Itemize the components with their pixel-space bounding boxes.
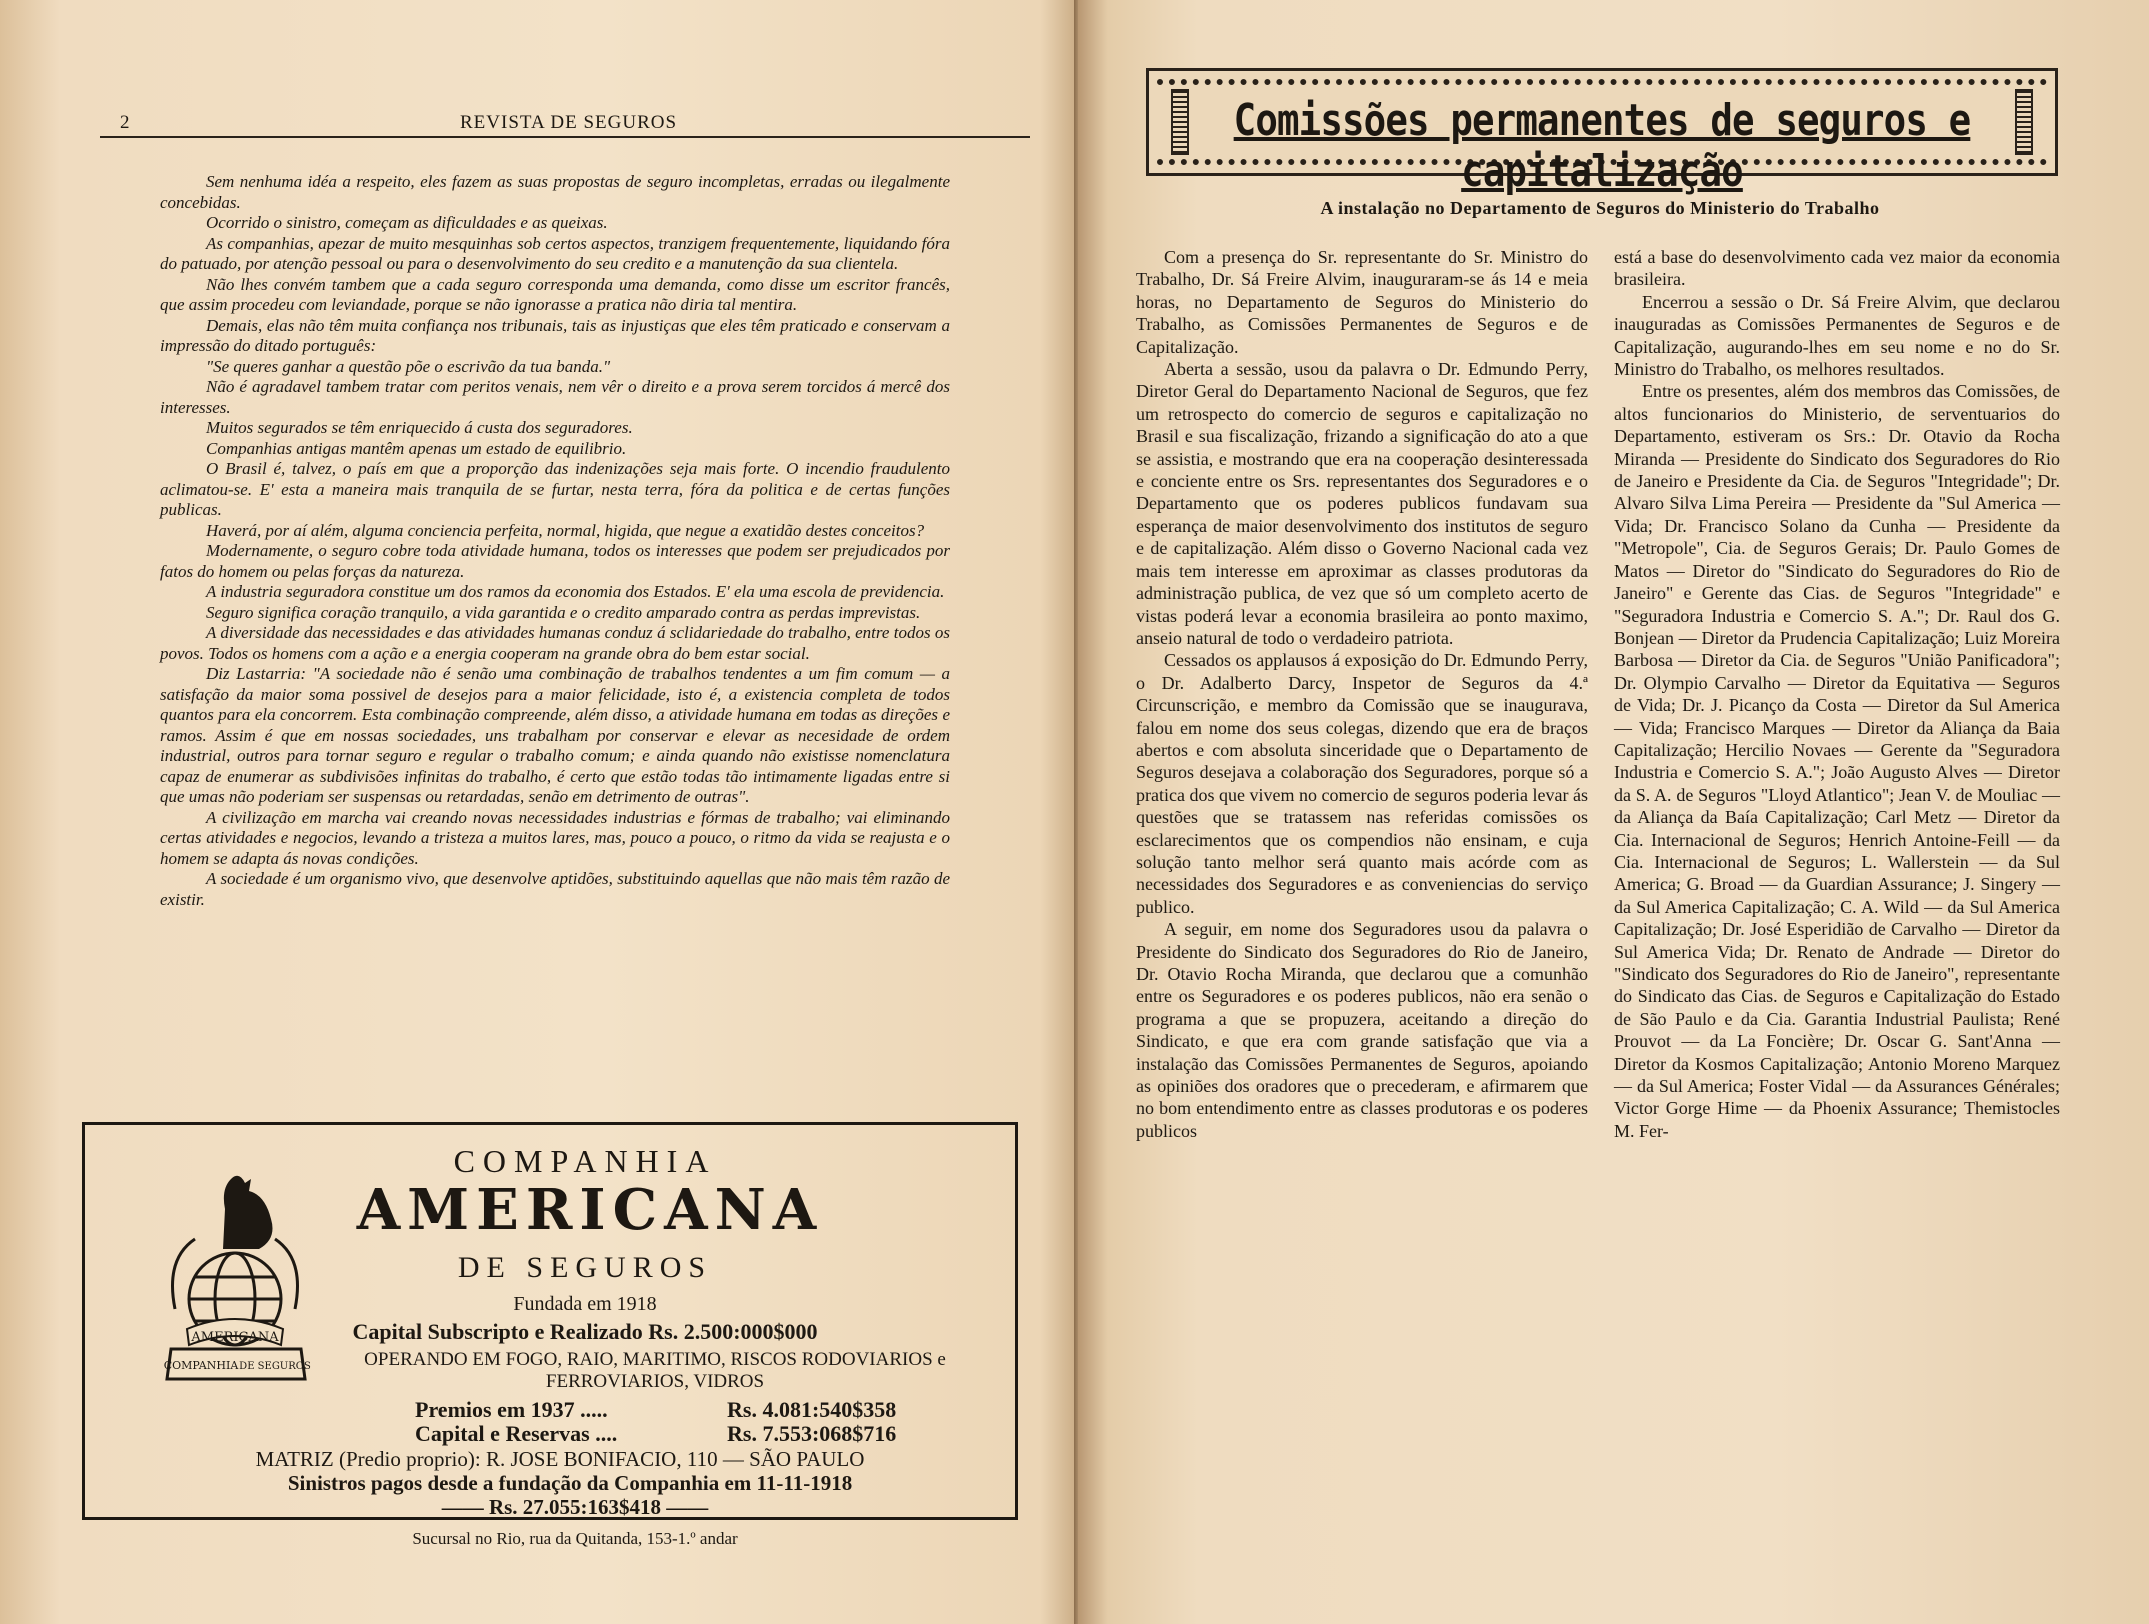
insurance-advertisement (82, 1122, 1018, 1548)
paragraph: está a base do desenvolvimento cada vez maior da economia brasileira. (1614, 247, 2060, 290)
journal-name: REVISTA DE SEGUROS (460, 112, 678, 133)
paragraph: Haverá, por aí além, alguma conciencia perfeita, normal, higida, que negue a exatidão destes conceitos? (206, 520, 925, 540)
article-banner (1146, 68, 2058, 197)
paragraph: Não é agradavel tambem tratar com peritos venais, nem vêr o direito e a prova serem torcidos á mercê dos interesses. (160, 377, 950, 417)
paragraph: Muitos segurados se têm enriquecido á custa dos seguradores. (206, 418, 633, 437)
ad-company-word: COMPANHIA (453, 1143, 717, 1179)
article-column-1 (1136, 246, 1588, 1142)
ad-headquarters: MATRIZ (Predio proprio): R. JOSE BONIFACIO, 110 — SÃO PAULO (255, 1447, 865, 1471)
ad-premiums-value: Rs. 4.081:540$358 (727, 1397, 897, 1422)
article-column-2 (1614, 246, 2060, 1142)
paragraph: Ocorrido o sinistro, começam as dificuldades e as queixas. (206, 213, 608, 232)
paragraph: Aberta a sessão, usou da palavra o Dr. Edmundo Perry, Diretor Geral do Departamento Nacional de Seguros, que fez um retrospecto do comercio de seguros e capitalização no Brasil e sua fiscalização, frizando a significação do ato a que se assistia, e mostrando que era na cooperação desinteressada e conciente entre os Srs. representantes dos Seguradores e o Departamento que os poderes publicos fundavam sua esperança de maior desenvolvimento dos institutos de seguro e de capitalização. Além disso o Governo Nacional cada vez mais tem interesse em aproximar as classes produtoras da administração publica, de vez que só um completo acerto de vistas poderá levar a economia brasileira ao ponto maximo, anseio natural de todo o verdadeiro patriota. (1136, 359, 1588, 648)
ad-operations: OPERANDO EM FOGO, RAIO, MARITIMO, RISCOS RODOVIARIOS e FERROVIARIOS, VIDROS (364, 1349, 946, 1392)
paragraph: A seguir, em nome dos Seguradores usou da palavra o Presidente do Sindicato dos Seguradores do Rio de Janeiro, Dr. Otavio Rocha Miranda, que declarou que a comunhão entre os Seguradores e os poderes publicos, não era senão o programa a que se propuzera, aceitando a direção do Sindicato, e que era com grande satisfação que via a instalação das Comissões Permanentes de Seguros, apoiando as opiniões dos oradores que o precederam, e afirmarem que no bom entendimento entre as classes produtoras e os poderes publicos (1136, 919, 1588, 1141)
paragraph: Sem nenhuma idéa a respeito, eles fazem as suas propostas de seguro incompletas, erradas ou ilegalmente concebidas. (160, 172, 950, 212)
paragraph: Modernamente, o seguro cobre toda atividade humana, todos os interesses que podem ser prejudicados por fatos do homem ou pelas forças da natureza. (160, 541, 950, 581)
paragraph: Entre os presentes, além dos membros das Comissões, de altos funcionarios do Ministerio, de serventuarios do Departamento, estiveram os Srs.: Dr. Otavio da Rocha Miranda — Presidente do Sindicato dos Seguradores do Rio de Janeiro e Presidente da Cia. de Seguros "Integridade"; Dr. Alvaro Silva Lima Pereira — Presidente da "Sul America — Vida; Dr. Francisco Solano da Cunha — Presidente da "Metropole", Cia. de Seguros Gerais; Dr. Paulo Gomes de Matos — Diretor do "Sindicato do Seguradores do Rio de Janeiro" e Gerente das Cias. de Seguros "Integridade" e "Seguradora Industria e Comercio S. A."; Dr. Raul dos G. Bonjean — Diretor da Prudencia Capitalização; Luiz Moreira Barbosa — Diretor da Cia. de Seguros "União Panificadora"; Dr. Olympio Carvalho — Diretor da Equitativa — Seguros de Vida; Dr. J. Picanço da Costa — Diretor da Sul America — Vida; Francisco Marques — Diretor da Aliança da Baia Capitalização; Hercilio Novaes — Gerente da "Seguradora Industria e Comercio S. A."; João Augusto Alves — Diretor da S. A. de Seguros "Lloyd Atlantico"; Jean V. de Mouliac — da Aliança da Baía Capitalização; Carl Metz — Diretor da Cia. Internacional de Seguros; Henrich Antoine-Feill — da Cia. Internacional de Seguros; L. Wallerstein — da Sul America; G. Broad — da Guardian Assurance; J. Singery — da Sul America Capitalização; C. A. Wild — da Sul America Capitalização; Dr. José Esperidião de Carvalho — Diretor da Sul America Vida; Dr. Renato de Andrade — Diretor do "Sindicato dos Seguradores do Rio de Janeiro", representante do Sindicato das Cias. de Seguros e Capitalização do Estado de São Paulo e da Cia. Garantia Industrial Paulista; René Prouvot — da La Foncière; Dr. Oscar G. Sant'Anna — Diretor da Kosmos Capitalização; Antonio Moreno Marquez — da Sul America; Foster Vidal — da Assurances Générales; Victor Gorge Hime — da Phoenix Assurance; Themistocles M. Fer- (1614, 381, 2060, 1141)
paragraph: A diversidade das necessidades e das atividades humanas conduz á sclidariedade do trabalho, entre todos os povos. Todos os homens com a ação e a energia cooperam na grande obra do bem estar social. (160, 623, 950, 663)
banner-ornament-left-icon (1171, 89, 1189, 155)
ad-segments: DE SEGUROS (457, 1251, 713, 1284)
italic-article (160, 172, 950, 910)
paragraph: Seguro significa coração tranquilo, a vida garantida e o credito amparado contra as perdas imprevistas. (206, 602, 921, 622)
ad-premiums-label: Premios em 1937 ..... (415, 1397, 608, 1422)
paragraph: Encerrou a sessão o Dr. Sá Freire Alvim, que declarou inauguradas as Comissões Permanentes de Seguros e de Capitalização, augurando-lhes em seu nome e no do Sr. Ministro do Trabalho, os melhores resultados. (1614, 291, 2060, 380)
paragraph: A sociedade é um organismo vivo, que desenvolve aptidões, substituindo aquellas que não mais têm razão de existir. (160, 869, 950, 909)
svg-text:COMPANHIA: COMPANHIA (163, 1359, 239, 1372)
paragraph: O Brasil é, talvez, o país em que a proporção das indenizações seja mais forte. O incendio fraudulento aclimatou-se. E' esta a maneira mais tranquila de se furtar, nesta terra, fóra da politica e de certas funções publicas. (160, 459, 950, 519)
page-number: 2 (120, 112, 130, 133)
article-title: Comissões permanentes de seguros e capitalização (1233, 95, 1971, 197)
ad-branch: Sucursal no Rio, rua da Quitanda, 153-1.º andar (412, 1529, 738, 1548)
ad-reserves-label: Capital e Reservas .... (415, 1421, 618, 1446)
ad-brand-name: AMERICANA (356, 1177, 824, 1243)
paragraph: Companhias antigas mantêm apenas um estado de equilibrio. (206, 438, 627, 458)
ad-reserves-value: Rs. 7.553:068$716 (727, 1421, 897, 1446)
article-subtitle: A instalação no Departamento de Seguros do Ministerio do Trabalho (1320, 198, 1880, 218)
paragraph: Cessados os applausos á exposição do Dr. Edmundo Perry, o Dr. Adalberto Darcy, Inspetor de Seguros da 4.ª Circunscrição, e membro da Comissão que se inaugurava, falou em nome dos seus colegas, dizendo que era de braços abertos e com absoluta sinceridade que o Departamento de Seguros desejava a colaboração dos Seguradores, porque só a pratica dos que vivem no comercio de seguros poderia levar ás questões que se tratassem nas referidas comissões os esclarecimentos que os compendios não ensinam, e cuja solução tanto melhor será quanto mais acórde com as necessidades dos Seguradores e as conveniencias do serviço publico. (1136, 650, 1588, 917)
ad-claims: Sinistros pagos desde a fundação da Companhia em 11-11-1918 (287, 1471, 853, 1495)
svg-text:AMERICANA: AMERICANA (191, 1330, 279, 1345)
paragraph: "Se queres ganhar a questão põe o escrivão da tua banda." (206, 356, 611, 376)
paragraph: Demais, elas não têm muita confiança nos tribunais, tais as injustiças que eles têm praticado e conservam a impressão do ditado português: (160, 315, 950, 355)
paragraph: Com a presença do Sr. representante do Sr. Ministro do Trabalho, Dr. Sá Freire Alvim, inauguraram-se ás 14 e meia horas, no Departamento de Seguros do Ministerio do Trabalho, as Comissões Permanentes de Seguros e de Capitalização. (1136, 247, 1588, 357)
paragraph: A civilização em marcha vai creando novas necessidades industrias e fórmas de trabalho; vai eliminando certas atividades e negocios, levando a tristeza a muitos lares, mas, pouco a pouco, o ritmo da vida se reajusta e o homem se adapta ás novas condições. (160, 807, 950, 868)
ad-founded: Fundada em 1918 (513, 1293, 657, 1315)
paragraph: Diz Lastarria: "A sociedade não é senão uma combinação de trabalhos tendentes a um fim comum — a satisfação da maior soma possivel de desejos para a maior felicidade, isto é, a existencia completa de todos quantos para ela concorrem. Esta combinação compreende, além disso, a atividade humana em todas as direções e ramos. Assim é que em nossas sociedades, uns trabalham por conservar e elevar as necesidade de ordem industrial, outros para tornar seguro e regular o trabalho comum; e ainda quando não existisse nomenclatura capaz de enumerar as subdivisões infinitas do trabalho, é certo que estão todas tão intimamente ligadas entre si que umas não poderiam ser suspensas ou retardadas, senão em detrimento de outras". (160, 664, 950, 806)
running-header (100, 108, 1030, 138)
svg-text:DE SEGUROS: DE SEGUROS (239, 1361, 311, 1372)
paragraph: Não lhes convém tambem que a cada seguro corresponda uma demanda, como disse um escritor francês, que assim procedeu com leviandade, porque se não ignorasse a pratica não diria tal mentira. (160, 274, 950, 314)
ad-claims-total: —— Rs. 27.055:163$418 —— (441, 1495, 709, 1519)
paragraph: A industria seguradora constitue um dos ramos da economia dos Estados. E' ela uma escola de previdencia. (206, 582, 945, 601)
ad-capital: Capital Subscripto e Realizado Rs. 2.500:000$000 (352, 1319, 818, 1344)
paragraph: As companhias, apezar de muito mesquinhas sob certos aspectos, tranzigem frequentemente, liquidando fóra do patuado, por atenção pessoal ou para o desenvolvimento do seu credito e a manutenção da sua clientela. (160, 233, 950, 273)
banner-ornament-right-icon (2015, 89, 2033, 155)
